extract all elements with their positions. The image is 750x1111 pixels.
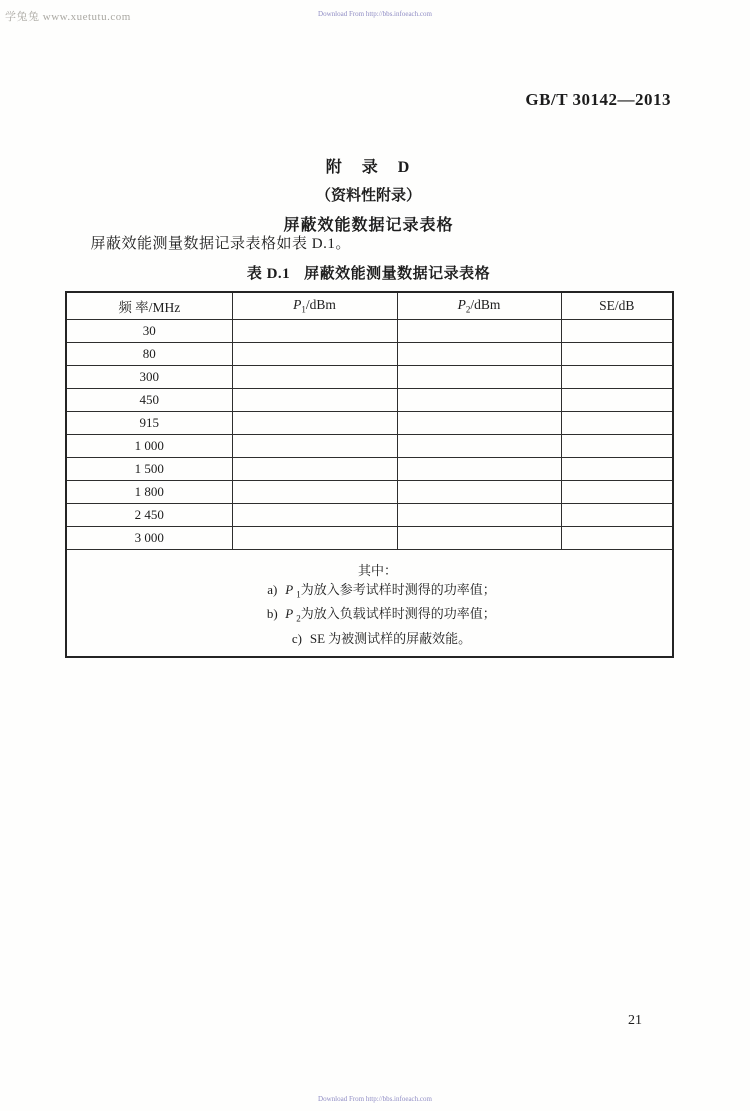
note-b-label: b)	[266, 606, 278, 622]
p2-empty-cell	[397, 503, 561, 526]
p1-empty-cell	[232, 503, 397, 526]
note-c-symbol: SE	[309, 630, 326, 646]
se-empty-cell	[561, 480, 673, 503]
p2-empty-cell	[397, 526, 561, 549]
table-caption	[65, 262, 672, 283]
note-b-symbol: P	[285, 606, 294, 622]
p1-unit: /dBm	[305, 296, 336, 312]
notes-cell	[66, 549, 673, 657]
note-b-subscript: 2	[296, 613, 301, 624]
frequency-cell: 915	[66, 411, 232, 434]
table-row	[66, 411, 673, 434]
se-empty-cell	[561, 457, 673, 480]
table-row	[66, 503, 673, 526]
frequency-cell: 1 800	[66, 480, 232, 503]
note-item-c	[93, 629, 662, 648]
note-c-text: 为被测试样的屏蔽效能。	[328, 630, 472, 646]
se-empty-cell	[561, 319, 673, 342]
watermark-top-left: 学兔兔 www.xuetutu.com	[5, 11, 131, 23]
p1-subscript: 1	[301, 304, 306, 315]
note-c-label: c)	[291, 630, 302, 646]
standard-number: GB/T 30142—2013	[525, 90, 671, 109]
note-b-text: 为放入负载试样时测得的功率值；	[300, 606, 496, 622]
p2-symbol: P	[457, 296, 466, 312]
p2-empty-cell	[397, 319, 561, 342]
p2-empty-cell	[397, 365, 561, 388]
table-row	[66, 342, 673, 365]
se-empty-cell	[561, 342, 673, 365]
p2-empty-cell	[397, 342, 561, 365]
note-item-b	[93, 604, 662, 629]
table-caption-text: 屏蔽效能测量数据记录表格	[304, 266, 491, 282]
se-empty-cell	[561, 434, 673, 457]
appendix-title-block	[65, 154, 672, 235]
table-row	[66, 388, 673, 411]
appendix-subtitle: （资料性附录）	[315, 188, 421, 204]
table-row	[66, 434, 673, 457]
note-item-a	[93, 580, 662, 605]
p2-empty-cell	[397, 388, 561, 411]
p1-empty-cell	[232, 365, 397, 388]
se-data-table	[65, 291, 674, 658]
note-a-label: a)	[267, 581, 278, 597]
p2-subscript: 2	[465, 304, 471, 315]
p2-empty-cell	[397, 457, 561, 480]
p1-empty-cell	[232, 388, 397, 411]
frequency-cell: 80	[66, 342, 232, 365]
header-p2	[397, 292, 561, 319]
note-a-symbol: P	[285, 581, 294, 597]
note-a-text: 为放入参考试样时测得的功率值；	[300, 581, 496, 597]
frequency-cell: 300	[66, 365, 232, 388]
table-header-row	[66, 292, 673, 319]
p1-empty-cell	[232, 526, 397, 549]
p1-empty-cell	[232, 319, 397, 342]
header-frequency: 频 率/MHz	[66, 292, 232, 319]
frequency-cell: 1 500	[66, 457, 232, 480]
frequency-cell: 2 450	[66, 503, 232, 526]
p2-unit: /dBm	[470, 296, 501, 312]
table-caption-label: 表 D.1	[246, 266, 291, 282]
table-row	[66, 365, 673, 388]
se-empty-cell	[561, 411, 673, 434]
p1-empty-cell	[232, 411, 397, 434]
intro-paragraph: 屏蔽效能测量数据记录表格如表 D.1。	[90, 236, 351, 252]
frequency-cell: 3 000	[66, 526, 232, 549]
table-row	[66, 526, 673, 549]
note-a-subscript: 1	[296, 589, 301, 600]
p1-empty-cell	[232, 342, 397, 365]
table-row	[66, 457, 673, 480]
se-empty-cell	[561, 365, 673, 388]
p2-empty-cell	[397, 411, 561, 434]
table-row	[66, 319, 673, 342]
table-notes-row	[66, 549, 673, 657]
header-se: SE/dB	[561, 292, 673, 319]
se-empty-cell	[561, 526, 673, 549]
p1-empty-cell	[232, 457, 397, 480]
p1-empty-cell	[232, 434, 397, 457]
frequency-cell: 1 000	[66, 434, 232, 457]
appendix-title: 附 录 D	[325, 159, 412, 176]
header-p1	[232, 292, 397, 319]
watermark-top-center: Download From http://bbs.infoeach.com	[318, 10, 432, 18]
page-number: 21	[628, 1013, 642, 1028]
frequency-cell: 30	[66, 319, 232, 342]
notes-intro: 其中：	[357, 562, 397, 578]
appendix-heading: 屏蔽效能数据记录表格	[283, 217, 454, 234]
p2-empty-cell	[397, 434, 561, 457]
frequency-cell: 450	[66, 388, 232, 411]
p1-symbol: P	[293, 296, 302, 312]
table-row	[66, 480, 673, 503]
se-empty-cell	[561, 503, 673, 526]
p1-empty-cell	[232, 480, 397, 503]
se-empty-cell	[561, 388, 673, 411]
watermark-bottom-center: Download From http://bbs.infoeach.com	[318, 1095, 432, 1103]
p2-empty-cell	[397, 480, 561, 503]
